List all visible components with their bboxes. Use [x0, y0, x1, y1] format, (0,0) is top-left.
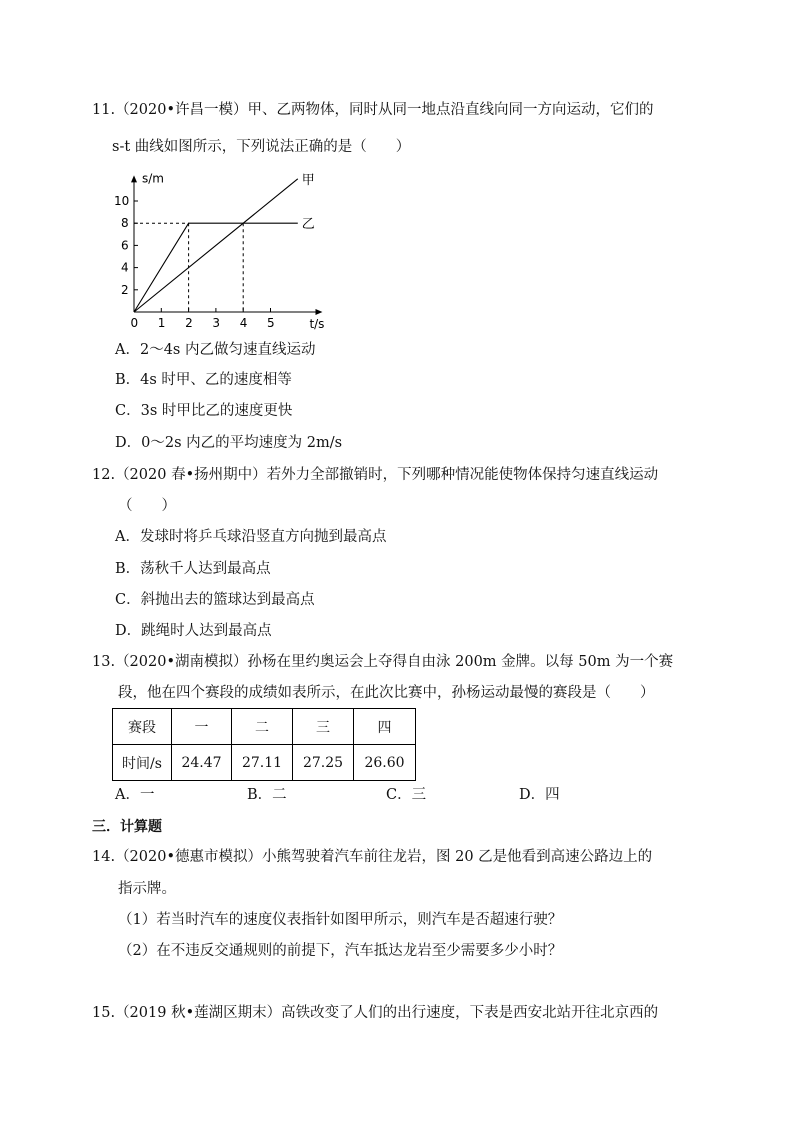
y-tick-label: 2	[121, 282, 129, 297]
q11-option-b: B．4s 时甲、乙的速度相等	[115, 372, 292, 388]
q12-stem-line2: （ ）	[118, 498, 176, 514]
x-tick-label: 5	[267, 316, 275, 330]
q11-option-c: C．3s 时甲比乙的速度更快	[115, 403, 293, 419]
x-tick-label: 2	[185, 316, 193, 330]
y-tick-label: 4	[121, 260, 129, 275]
q12-number: 12.	[92, 467, 116, 483]
q11-number: 11.	[92, 102, 116, 118]
series-line-0	[134, 179, 298, 312]
q14-number: 14.	[92, 849, 116, 865]
q14-stem-line2: 指示牌。	[118, 881, 176, 897]
q12-option-b: B．荡秋千人达到最高点	[115, 561, 271, 577]
table-cell: 27.11	[232, 745, 293, 781]
x-tick-label: 3	[212, 316, 221, 330]
q14-subquestion-1: （1）若当时汽车的速度仪表指针如图甲所示，则汽车是否超速行驶？	[118, 912, 563, 928]
series-label-0: 甲	[301, 172, 315, 188]
q13-option-a: A．一	[115, 787, 155, 803]
q12-stem-line1: 12.（2020 春•扬州期中）若外力全部撤销时，下列哪种情况能使物体保持匀速直线运动	[92, 467, 659, 483]
q13-option-b: B．二	[247, 787, 287, 803]
table-cell: 27.25	[293, 745, 354, 781]
q13-option-d: D．四	[519, 787, 560, 803]
x-axis-label: t/s	[309, 317, 325, 331]
q12-option-d: D．跳绳时人达到最高点	[115, 623, 272, 639]
q15-number: 15.	[92, 1005, 116, 1021]
q13-number: 13.	[92, 654, 116, 670]
q12-option-a: A．发球时将乒乓球沿竖直方向抛到最高点	[115, 529, 387, 545]
x-tick-label: 0	[130, 316, 139, 330]
table-cell: 24.47	[172, 745, 232, 781]
x-tick-label: 4	[239, 316, 248, 330]
y-tick-label: 6	[121, 238, 129, 253]
table-row	[113, 745, 416, 781]
q14-subquestion-2: （2）在不违反交通规则的前提下，汽车抵达龙岩至少需要多少小时？	[118, 943, 563, 959]
q11-stem-line1: 11.（2020•许昌一模）甲、乙两物体，同时从同一地点沿直线向同一方向运动，它们的	[92, 102, 654, 118]
st-graph-chart	[110, 162, 325, 334]
series-label-1: 乙	[301, 217, 315, 233]
table-cell: 一	[172, 709, 232, 745]
table-cell: 赛段	[113, 709, 172, 745]
y-axis-label: s/m	[142, 171, 164, 186]
table-header-row	[113, 709, 416, 745]
q13-stem-line2: 段，他在四个赛段的成绩如表所示，在此次比赛中，孙杨运动最慢的赛段是（ ）	[118, 685, 655, 701]
q11-stem-line2: s-t 曲线如图所示，下列说法正确的是（ ）	[112, 139, 411, 155]
series-line-1	[134, 223, 298, 312]
q11-option-d: D．0～2s 内乙的平均速度为 2m/s	[115, 435, 343, 451]
table-cell: 三	[293, 709, 354, 745]
table-cell: 26.60	[354, 745, 416, 781]
table-cell: 时间/s	[113, 745, 172, 781]
q13-stem-line1: 13.（2020•湖南模拟）孙杨在里约奥运会上夺得自由泳 200m 金牌。以每 50m 为一个赛	[92, 654, 674, 670]
table-cell: 二	[232, 709, 293, 745]
y-tick-label: 8	[121, 216, 129, 231]
table-cell: 四	[354, 709, 416, 745]
q11-option-a: A．2～4s 内乙做匀速直线运动	[115, 342, 316, 358]
q13-option-c: C．三	[386, 787, 427, 803]
q13-results-table	[112, 708, 416, 781]
q14-stem-line1: 14.（2020•德惠市模拟）小熊驾驶着汽车前往龙岩，图 20 乙是他看到高速公路边上的	[92, 849, 653, 865]
x-tick-label: 1	[157, 316, 166, 330]
q15-stem-line1: 15.（2019 秋•莲湖区期末）高铁改变了人们的出行速度，下表是西安北站开往北京西的	[92, 1005, 659, 1021]
q12-option-c: C．斜抛出去的篮球达到最高点	[115, 592, 315, 608]
section-heading: 三．计算题	[92, 819, 162, 835]
y-tick-label: 10	[114, 194, 130, 208]
